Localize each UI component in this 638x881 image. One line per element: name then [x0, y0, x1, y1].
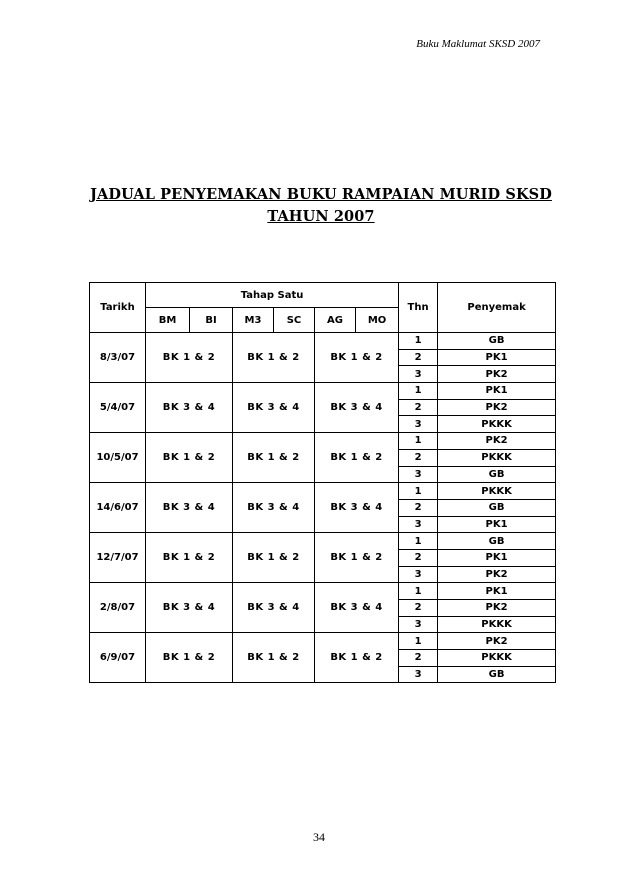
penyemak-cell: GB — [438, 533, 556, 550]
header-subject-mo: MO — [356, 308, 399, 333]
bk-cell: BK 3 & 4 — [315, 383, 399, 433]
thn-cell: 1 — [399, 333, 438, 350]
bk-cell: BK 1 & 2 — [146, 633, 233, 683]
table-row — [90, 583, 556, 600]
bk-cell: BK 1 & 2 — [146, 533, 233, 583]
date-cell: 2/8/07 — [90, 583, 146, 633]
thn-cell: 1 — [399, 383, 438, 400]
penyemak-cell: GB — [438, 466, 556, 483]
thn-cell: 1 — [399, 583, 438, 600]
thn-cell: 1 — [399, 433, 438, 450]
bk-cell: BK 1 & 2 — [233, 333, 315, 383]
penyemak-cell: PKKK — [438, 449, 556, 466]
table-row — [90, 633, 556, 650]
bk-cell: BK 1 & 2 — [233, 633, 315, 683]
date-cell: 14/6/07 — [90, 483, 146, 533]
bk-cell: BK 1 & 2 — [315, 533, 399, 583]
penyemak-cell: PK2 — [438, 433, 556, 450]
penyemak-cell: PK2 — [438, 600, 556, 617]
thn-cell: 3 — [399, 566, 438, 583]
thn-cell: 1 — [399, 633, 438, 650]
penyemak-cell: PK2 — [438, 399, 556, 416]
header-subject-bi: BI — [190, 308, 233, 333]
thn-cell: 2 — [399, 549, 438, 566]
schedule-table — [89, 282, 556, 683]
running-header: Buku Maklumat SKSD 2007 — [416, 38, 540, 50]
table-row — [90, 333, 556, 350]
thn-cell: 3 — [399, 466, 438, 483]
bk-cell: BK 1 & 2 — [315, 433, 399, 483]
penyemak-cell: PK1 — [438, 549, 556, 566]
table-row — [90, 483, 556, 500]
penyemak-cell: GB — [438, 333, 556, 350]
thn-cell: 1 — [399, 483, 438, 500]
thn-cell: 3 — [399, 616, 438, 633]
penyemak-cell: PK1 — [438, 516, 556, 533]
bk-cell: BK 1 & 2 — [146, 433, 233, 483]
date-cell: 12/7/07 — [90, 533, 146, 583]
thn-cell: 2 — [399, 650, 438, 667]
header-subject-ag: AG — [315, 308, 356, 333]
bk-cell: BK 3 & 4 — [146, 483, 233, 533]
header-penyemak: Penyemak — [438, 283, 556, 333]
bk-cell: BK 1 & 2 — [233, 433, 315, 483]
header-tarikh: Tarikh — [90, 283, 146, 333]
penyemak-cell: GB — [438, 499, 556, 516]
bk-cell: BK 1 & 2 — [315, 333, 399, 383]
penyemak-cell: PKKK — [438, 483, 556, 500]
header-subject-m3: M3 — [233, 308, 274, 333]
penyemak-cell: PKKK — [438, 650, 556, 667]
bk-cell: BK 3 & 4 — [315, 483, 399, 533]
penyemak-cell: PK2 — [438, 566, 556, 583]
bk-cell: BK 3 & 4 — [233, 583, 315, 633]
bk-cell: BK 1 & 2 — [233, 533, 315, 583]
date-cell: 8/3/07 — [90, 333, 146, 383]
thn-cell: 2 — [399, 499, 438, 516]
title-line-1: JADUAL PENYEMAKAN BUKU RAMPAIAN MURID SKSD — [90, 186, 552, 203]
bk-cell: BK 3 & 4 — [146, 383, 233, 433]
thn-cell: 2 — [399, 399, 438, 416]
table-row — [90, 383, 556, 400]
penyemak-cell: PKKK — [438, 416, 556, 433]
penyemak-cell: PK2 — [438, 366, 556, 383]
penyemak-cell: PK1 — [438, 583, 556, 600]
table-row — [90, 433, 556, 450]
schedule-body — [90, 333, 556, 683]
thn-cell: 3 — [399, 416, 438, 433]
bk-cell: BK 3 & 4 — [315, 583, 399, 633]
bk-cell: BK 1 & 2 — [315, 633, 399, 683]
penyemak-cell: PKKK — [438, 616, 556, 633]
penyemak-cell: GB — [438, 666, 556, 683]
header-subject-sc: SC — [274, 308, 315, 333]
penyemak-cell: PK2 — [438, 633, 556, 650]
penyemak-cell: PK1 — [438, 349, 556, 366]
date-cell: 5/4/07 — [90, 383, 146, 433]
date-cell: 6/9/07 — [90, 633, 146, 683]
bk-cell: BK 3 & 4 — [233, 383, 315, 433]
bk-cell: BK 1 & 2 — [146, 333, 233, 383]
header-tahap-satu: Tahap Satu — [146, 283, 399, 308]
thn-cell: 2 — [399, 600, 438, 617]
thn-cell: 2 — [399, 449, 438, 466]
title-line-2: TAHUN 2007 — [267, 208, 375, 225]
header-subject-bm: BM — [146, 308, 190, 333]
thn-cell: 3 — [399, 666, 438, 683]
bk-cell: BK 3 & 4 — [146, 583, 233, 633]
thn-cell: 3 — [399, 366, 438, 383]
header-thn: Thn — [399, 283, 438, 333]
table-row — [90, 533, 556, 550]
thn-cell: 1 — [399, 533, 438, 550]
bk-cell: BK 3 & 4 — [233, 483, 315, 533]
thn-cell: 3 — [399, 516, 438, 533]
date-cell: 10/5/07 — [90, 433, 146, 483]
penyemak-cell: PK1 — [438, 383, 556, 400]
page-number: 34 — [313, 830, 325, 844]
thn-cell: 2 — [399, 349, 438, 366]
document-title — [86, 184, 556, 228]
